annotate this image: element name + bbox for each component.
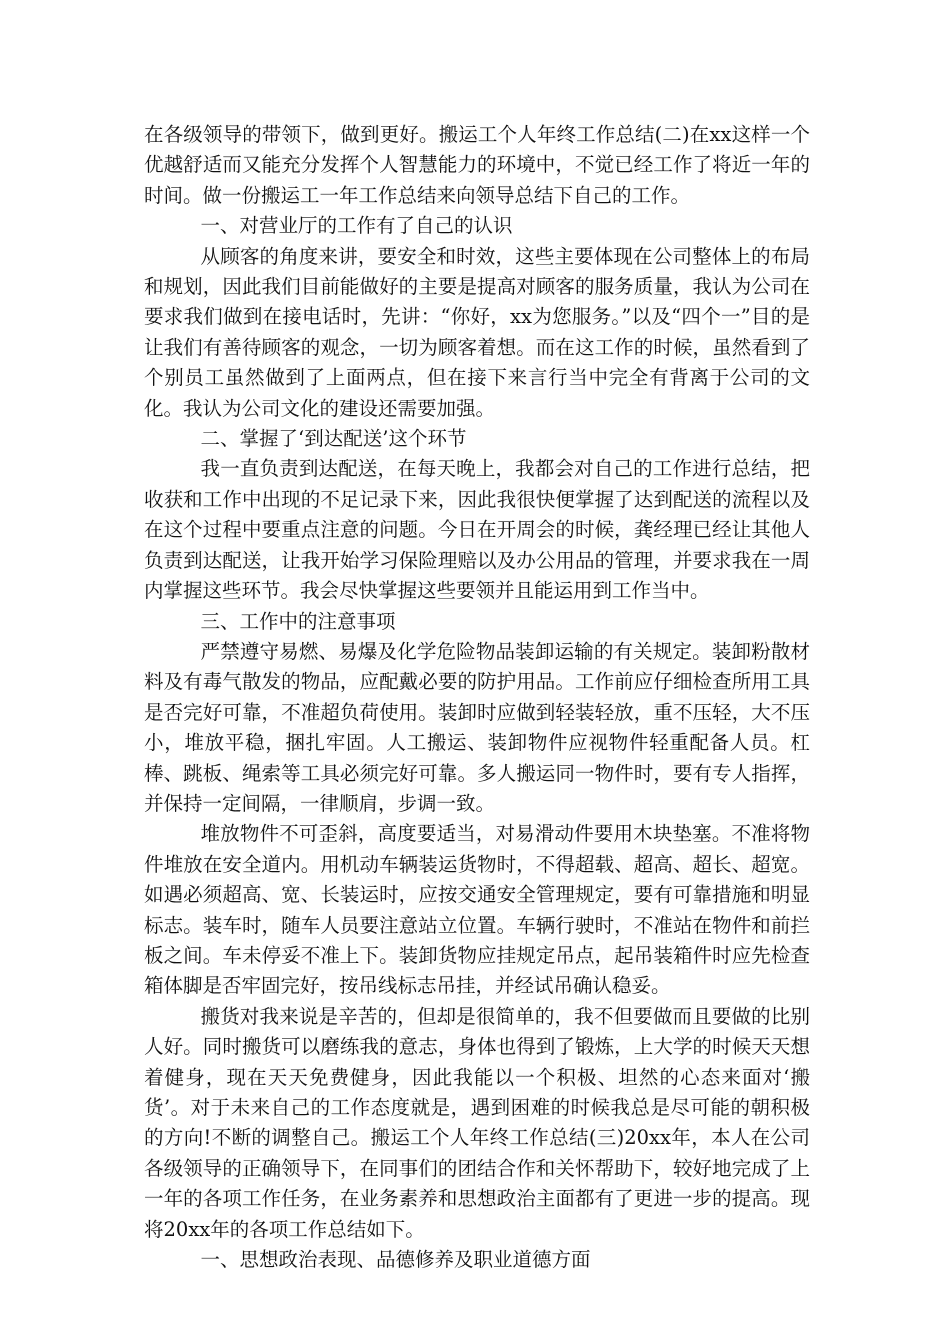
paragraph-customer-service: 从顾客的角度来讲，要安全和时效，这些主要体现在公司整体上的布局和规划，因此我们目前能做好的主要是提高对顾客的服务质量，我认为公司在要求我们做到在接电话时，先讲：“你好，xx为您服务。”以及“四个一”目的是让我们有善待顾客的观念，一切为顾客着想。而在这工作的时候，虽然看到了个别员工虽然做到了上面两点，但在接下来言行当中完全有背离于公司的文化。我认为公司文化的建设还需要加强。	[144, 244, 810, 420]
section-heading-2: 二、掌握了‘到达配送’这个环节	[200, 427, 467, 451]
section-heading-politics: 一、思想政治表现、品德修养及职业道德方面	[200, 1248, 591, 1272]
document-body	[144, 120, 810, 1275]
paragraph-stacking-rules: 堆放物件不可歪斜，高度要适当，对易滑动件要用木块垫塞。不准将物件堆放在安全道内。用机动车辆装运货物时，不得超载、超高、超长、超宽。如遇必须超高、宽、长装运时，应按交通安全管理规定，要有可靠措施和明显标志。装车时，随车人员要注意站立位置。车辆行驶时，不准站在物件和前拦板之间。车未停妥不准上下。装卸货物应挂规定吊点，起吊装箱件时应先检查箱体脚是否牢固完好，按吊线标志吊挂，并经试吊确认稳妥。	[144, 822, 810, 998]
paragraph-reflection: 搬货对我来说是辛苦的，但却是很简单的，我不但要做而且要做的比别人好。同时搬货可以磨练我的意志，身体也得到了锻炼，上大学的时候天天想着健身，现在天天免费健身，因此我能以一个积极、坦然的心态来面对‘搬货’。对于未来自己的工作态度就是，遇到困难的时候我总是尽可能的朝积极的方向!不断的调整自己。搬运工个人年终工作总结(三)20xx年，本人在公司各级领导的正确领导下，在同事们的团结合作和关怀帮助下，较好地完成了上一年的各项工作任务，在业务素养和思想政治主面都有了更进一步的提高。现将20xx年的各项工作总结如下。	[144, 1004, 810, 1241]
section-heading-1: 一、对营业厅的工作有了自己的认识	[200, 214, 513, 238]
paragraph-safety-rules: 严禁遵守易燃、易爆及化学危险物品装卸运输的有关规定。装卸粉散材料及有毒气散发的物品，应配戴必要的防护用品。工作前应仔细检查所用工具是否完好可靠，不准超负荷使用。装卸时应做到轻装轻放，重不压轻，大不压小，堆放平稳，捆扎牢固。人工搬运、装卸物件应视物件轻重配备人员。杠棒、跳板、绳索等工具必须完好可靠。多人搬运同一物件时，要有专人指挥，并保持一定间隔，一律顺肩，步调一致。	[144, 639, 810, 815]
paragraph-delivery: 我一直负责到达配送，在每天晚上，我都会对自己的工作进行总结，把收获和工作中出现的不足记录下来，因此我很快便掌握了达到配送的流程以及在这个过程中要重点注意的问题。今日在开周会的时候，龚经理已经让其他人负责到达配送，让我开始学习保险理赔以及办公用品的管理，并要求我在一周内掌握这些环节。我会尽快掌握这些要领并且能运用到工作当中。	[144, 457, 810, 603]
paragraph-intro: 在各级领导的带领下，做到更好。搬运工个人年终工作总结(二)在xx这样一个优越舒适而又能充分发挥个人智慧能力的环境中，不觉已经工作了将近一年的时间。做一份搬运工一年工作总结来向领导总结下自己的工作。	[144, 123, 810, 207]
section-heading-3: 三、工作中的注意事项	[200, 609, 396, 633]
